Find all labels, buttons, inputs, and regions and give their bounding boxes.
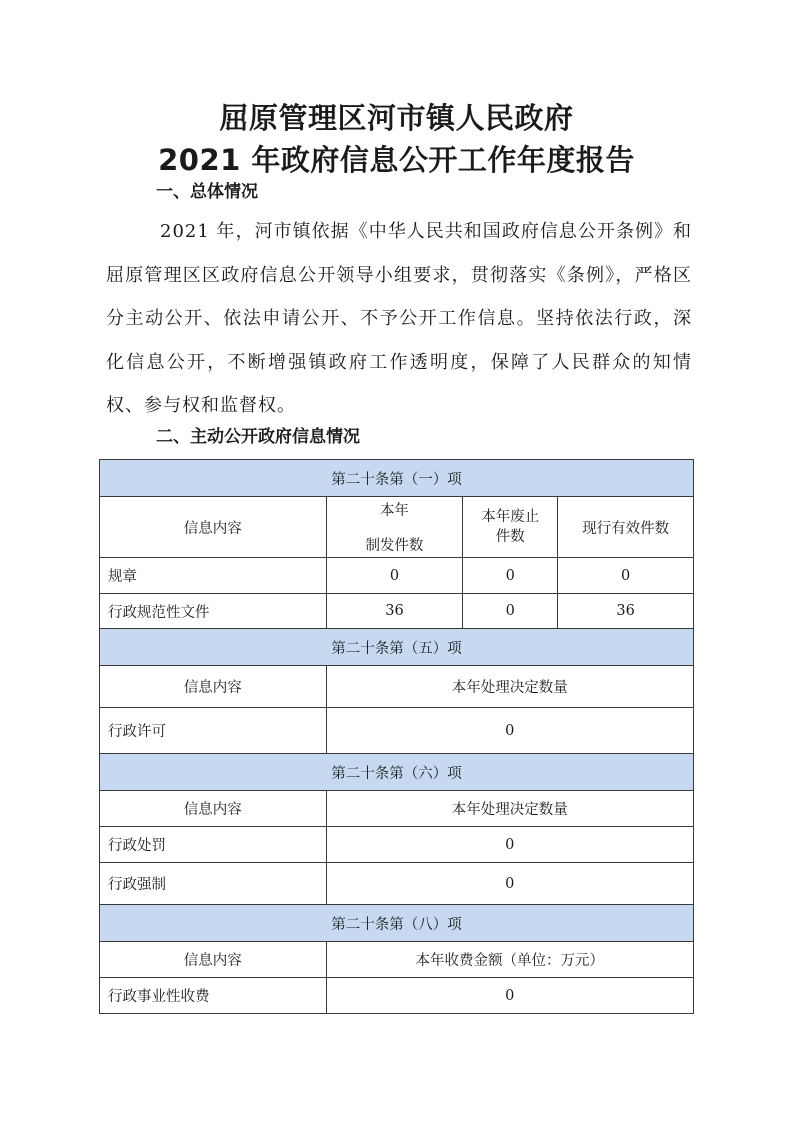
table-header-row — [100, 942, 694, 978]
band-article-20-1: 第二十条第（一）项 — [100, 460, 694, 497]
col-header-content: 信息内容 — [100, 497, 327, 558]
overview-text: 2021 年，河市镇依据《中华人民共和国政府信息公开条例》和屈原管理区区政府信息公开领导小组要求，贯彻落实《条例》，严格区分主动公开、依法申请公开、不予公开工作信息。坚持依法行政，深化信息公开，不断增强镇政府工作透明度，保障了人民群众的知情权、参与权和监督权。 — [106, 221, 692, 417]
col-header-content: 信息内容 — [100, 942, 327, 978]
table-band-row — [100, 905, 694, 942]
cell-issued: 0 — [326, 558, 463, 594]
cell-repealed: 0 — [463, 594, 558, 629]
table-row — [100, 978, 694, 1014]
row-label: 行政处罚 — [100, 827, 327, 863]
table-row — [100, 558, 694, 594]
table-row — [100, 708, 694, 754]
col-header-decision-count: 本年处理决定数量 — [326, 791, 693, 827]
row-label: 行政规范性文件 — [100, 594, 327, 629]
col-header-content: 信息内容 — [100, 791, 327, 827]
report-title-line1: 屈原管理区河市镇人民政府 — [219, 101, 574, 135]
col-header-issued-line2: 制发件数 — [365, 538, 424, 554]
col-header-repealed-line1: 本年废止 — [481, 509, 540, 525]
band-article-20-8: 第二十条第（八）项 — [100, 905, 694, 942]
table-band-row — [100, 460, 694, 497]
section-heading-active-disclosure: 二、主动公开政府信息情况 — [156, 427, 360, 447]
table-header-row — [100, 666, 694, 708]
table-row — [100, 863, 694, 905]
table-header-row — [100, 497, 694, 558]
section-heading-overview: 一、总体情况 — [156, 182, 258, 202]
table-band-row — [100, 629, 694, 666]
col-header-issued-line1: 本年 — [379, 503, 409, 519]
row-label: 规章 — [100, 558, 327, 594]
table-header-row — [100, 791, 694, 827]
row-label: 行政强制 — [100, 863, 327, 905]
col-header-repealed — [463, 497, 558, 558]
cell-valid: 0 — [558, 558, 694, 594]
band-article-20-6: 第二十条第（六）项 — [100, 754, 694, 791]
cell-value: 0 — [326, 708, 693, 754]
cell-value: 0 — [326, 978, 693, 1014]
row-label: 行政事业性收费 — [100, 978, 327, 1014]
col-header-valid: 现行有效件数 — [558, 497, 694, 558]
band-article-20-5: 第二十条第（五）项 — [100, 629, 694, 666]
disclosure-table — [99, 459, 694, 1014]
col-header-decision-count: 本年处理决定数量 — [326, 666, 693, 708]
table-row — [100, 827, 694, 863]
col-header-fee-amount: 本年收费金额（单位：万元） — [326, 942, 693, 978]
col-header-issued — [326, 497, 463, 558]
cell-repealed: 0 — [463, 558, 558, 594]
overview-paragraph — [106, 210, 692, 428]
cell-issued: 36 — [326, 594, 463, 629]
cell-value: 0 — [326, 863, 693, 905]
col-header-content: 信息内容 — [100, 666, 327, 708]
col-header-repealed-line2: 件数 — [495, 529, 525, 545]
report-title-line2: 2021 年政府信息公开工作年度报告 — [158, 143, 635, 177]
row-label: 行政许可 — [100, 708, 327, 754]
table-band-row — [100, 754, 694, 791]
table-row — [100, 594, 694, 629]
cell-valid: 36 — [558, 594, 694, 629]
cell-value: 0 — [326, 827, 693, 863]
